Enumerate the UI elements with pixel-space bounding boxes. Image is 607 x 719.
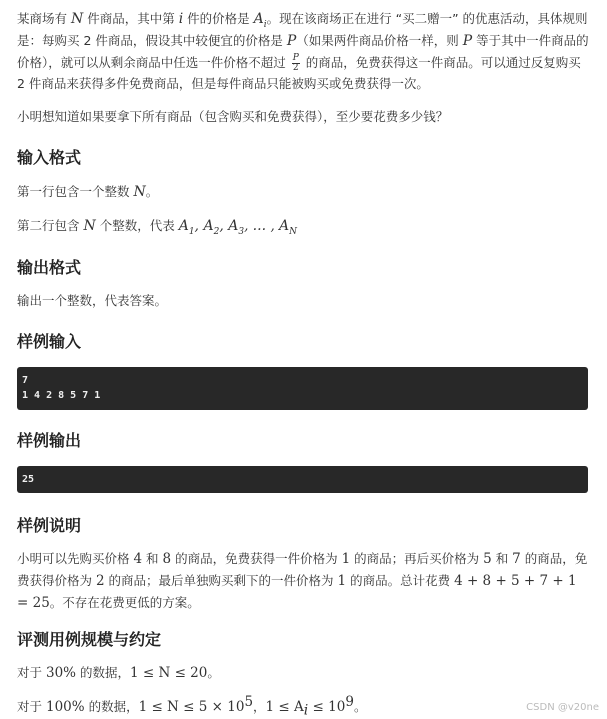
constraint-line-1: 对于 30% 的数据，1 ≤ N ≤ 20。 bbox=[17, 665, 220, 681]
text: 等于其中一件商品的价格），就可以从剩余商品中任选一件价格不超过 bbox=[17, 33, 589, 70]
problem-question: 小明想知道如果要拿下所有商品（包含购买和免费获得），至少要花费多少钱？ bbox=[17, 109, 449, 124]
math-i: i bbox=[178, 11, 184, 27]
math-n: N bbox=[70, 11, 84, 27]
csdn-watermark: CSDN @v20ne bbox=[526, 702, 599, 713]
sample-output-heading: 样例输出 bbox=[17, 431, 82, 450]
problem-description bbox=[17, 8, 591, 94]
math-p: P bbox=[286, 33, 297, 49]
text: 的商品，免费获得这一件商品。可以通过反复购买 2 件商品来获得多件免费商品，但是每件商品只能被购买或免费获得一次。 bbox=[17, 55, 581, 91]
input-format-line1: 第一行包含一个整数 N。 bbox=[17, 184, 159, 200]
input-format-line2: 第二行包含 N 个整数，代表 $A_1$, $A_2$, $A_3$, … , $A_N$ bbox=[17, 218, 298, 237]
math-a-list: $A_1$, $A_2$, $A_3$, … , $A_N$ bbox=[178, 218, 298, 237]
text: 某商场有 bbox=[17, 11, 71, 26]
sample-input-code: 7 1 4 2 8 5 7 1 bbox=[17, 367, 588, 410]
constraint-line-2: 对于 100% 的数据，$1 \le N \le 5 \times 10^5$，$1 \le A_i \le 10^9$。 bbox=[17, 693, 367, 719]
output-format-heading: 输出格式 bbox=[17, 258, 82, 277]
math-p: P bbox=[462, 33, 473, 49]
math-p-over-2: $\frac{P}{2}$ bbox=[292, 53, 299, 73]
text: 。现在该商场正在进行 “买二赠一” 的优惠活动，具体规则是：每购买 2 件商品，假设其中较便宜的价格是 bbox=[17, 11, 588, 48]
constraints-heading: 评测用例规模与约定 bbox=[17, 630, 162, 649]
output-format-line: 输出一个整数，代表答案。 bbox=[17, 293, 168, 308]
text: 件商品，其中第 bbox=[83, 11, 179, 26]
sample-explain-heading: 样例说明 bbox=[17, 516, 82, 535]
input-format-heading: 输入格式 bbox=[17, 148, 82, 167]
text: 件的价格是 bbox=[183, 11, 254, 26]
text: （如果两件商品价格一样，则 bbox=[296, 33, 463, 48]
sample-output-code: 25 bbox=[17, 466, 588, 493]
sample-explain-text: 小明可以先购买价格 4 和 8 的商品，免费获得一件价格为 1 的商品；再后买价格为 5 和 7 的商品，免费获得价格为 2 的商品；最后单独购买剩下的一件价格为 1 的商品。总计花费 4 + 8 + 5 + 7 + 1 = 25。不存在花费更低的方案。 bbox=[17, 551, 588, 611]
math-a-i: $A_i$ bbox=[253, 11, 267, 30]
sample-input-heading: 样例输入 bbox=[17, 332, 82, 351]
